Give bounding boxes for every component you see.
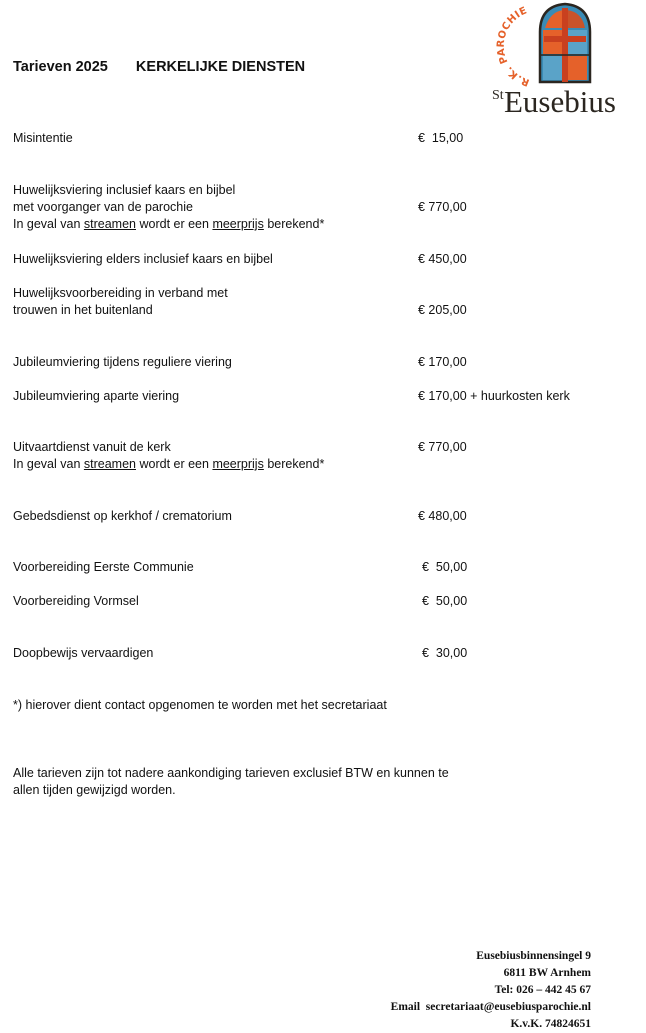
stream-note-text: berekend* [263,457,325,471]
service-price: € 15,00 [418,131,464,145]
service-label: Jubileumviering aparte viering [13,389,180,403]
disclaimer-line: allen tijden gewijzigd worden. [13,783,176,797]
st-eusebius-logo [490,0,646,118]
page-title [13,59,305,76]
stream-note-text: In geval van [13,217,84,231]
meerprijs-term: meerprijs [212,457,264,471]
service-label: Huwelijksviering elders inclusief kaars en bijbel [13,252,273,266]
service-label: Voorbereiding Vormsel [13,594,139,608]
logo-prefix: St [492,88,504,103]
service-price: € 50,00 [422,560,468,574]
service-label: Huwelijksviering inclusief kaars en bijbel [13,183,236,197]
service-label: Uitvaartdienst vanuit de kerk [13,440,171,454]
streamen-term: streamen [83,457,136,471]
phone-number: Tel: 026 – 442 45 67 [494,984,591,996]
logo-name: Eusebius [504,84,616,118]
svg-text:R.K. PAROCHIE [496,5,531,88]
stream-note-text: wordt er een [136,457,213,471]
church-window-icon [490,0,646,118]
service-label: Jubileumviering tijdens reguliere viering [13,355,232,369]
service-label: Gebedsdienst op kerkhof / crematorium [13,509,232,523]
stream-note-text: berekend* [263,217,325,231]
stream-note-text: In geval van [13,457,84,471]
email-address: Email secretariaat@eusebiusparochie.nl [390,1001,591,1013]
service-price: € 770,00 [418,440,467,454]
service-label: trouwen in het buitenland [13,303,153,317]
address-street: Eusebiusbinnensingel 9 [476,950,591,962]
title-year: Tarieven 2025 [13,59,108,75]
kvk-number: K.v.K. 74824651 [510,1018,591,1030]
disclaimer-line: Alle tarieven zijn tot nadere aankondiging tarieven exclusief BTW en kunnen te [13,766,449,780]
service-price: € 480,00 [418,509,467,523]
footnote: *) hierover dient contact opgenomen te worden met het secretariaat [13,698,387,712]
address-postal: 6811 BW Arnhem [503,967,591,979]
stream-note [13,456,324,473]
service-price: € 450,00 [418,252,467,266]
title-main: KERKELIJKE DIENSTEN [135,59,306,75]
streamen-term: streamen [83,217,136,231]
stream-note [13,216,324,233]
service-price: € 770,00 [418,200,467,214]
service-label: Doopbewijs vervaardigen [13,646,154,660]
service-price: € 170,00 [418,355,467,369]
service-label: Voorbereiding Eerste Communie [13,560,194,574]
service-price: € 30,00 [422,646,468,660]
contact-block [391,948,591,1033]
service-price: € 50,00 [422,594,468,608]
service-label: Misintentie [13,131,73,145]
service-label: met voorganger van de parochie [13,200,193,214]
service-price: € 205,00 [418,303,467,317]
service-label: Huwelijksvoorbereiding in verband met [13,286,228,300]
meerprijs-term: meerprijs [212,217,264,231]
stream-note-text: wordt er een [136,217,213,231]
logo-arc-text: R.K. PAROCHIE [495,5,532,88]
service-price: € 170,00 + huurkosten kerk [418,389,570,403]
